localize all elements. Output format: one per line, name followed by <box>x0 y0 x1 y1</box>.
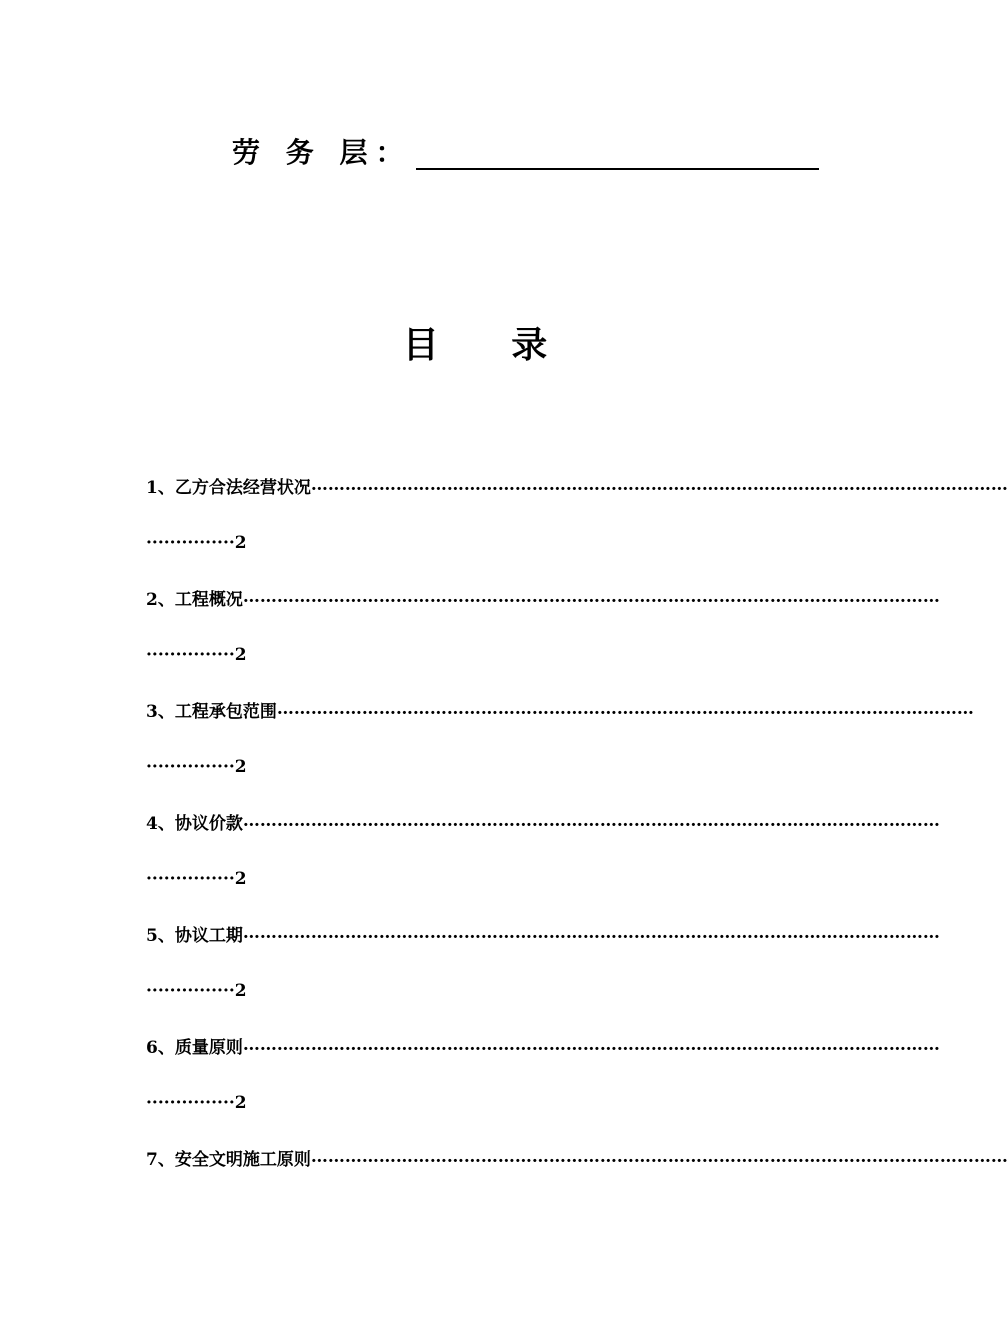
toc-entry-text: 7、安全文明施工原则 <box>146 1149 311 1170</box>
toc-entry-heading <box>146 918 940 948</box>
toc-entry[interactable] <box>146 694 974 806</box>
toc-entry-page-line <box>146 1088 247 1118</box>
toc-entry-text: 2、工程概况 <box>146 589 243 610</box>
toc-leader-dots: …………………………………………………………………………………………………………… <box>242 811 940 831</box>
toc-entry[interactable] <box>146 470 1008 582</box>
toc-leader-dots-short: ··············· <box>146 981 235 1001</box>
toc-entry[interactable] <box>146 806 940 918</box>
labor-layer-field <box>232 130 819 170</box>
toc-entry-page: 2 <box>234 757 247 777</box>
toc-leader-dots: …………………………………………………………………………………………………………… <box>242 923 940 943</box>
toc-entry-text: 3、工程承包范围 <box>146 701 277 722</box>
toc-leader-dots-short: ··············· <box>146 869 235 889</box>
toc-entry-page: 2 <box>234 869 247 889</box>
toc-entry[interactable] <box>146 582 940 694</box>
toc-entry-heading <box>146 1142 1008 1172</box>
table-of-contents <box>146 470 1008 1254</box>
toc-entry-page-line <box>146 640 247 670</box>
toc-entry-page-line <box>146 528 247 558</box>
toc-entry-page: 2 <box>234 533 247 553</box>
toc-entry-page-line <box>146 864 247 894</box>
toc-entry-page-line <box>146 752 247 782</box>
toc-entry-page: 2 <box>234 981 247 1001</box>
toc-leader-dots-short: ··············· <box>146 533 235 553</box>
toc-entry[interactable] <box>146 1030 940 1142</box>
toc-entry[interactable] <box>146 1142 1008 1254</box>
toc-entry-heading <box>146 694 974 724</box>
toc-leader-dots: …………………………………………………………………………………………………………… <box>310 1147 1008 1167</box>
toc-entry-heading <box>146 1030 940 1060</box>
toc-entry-text: 5、协议工期 <box>146 925 243 946</box>
toc-leader-dots-short: ··············· <box>146 645 235 665</box>
toc-leader-dots: …………………………………………………………………………………………………………… <box>242 1035 940 1055</box>
labor-layer-blank-line <box>416 136 819 170</box>
labor-layer-label: 劳 务 层： <box>232 136 412 169</box>
toc-entry-page-line <box>146 976 247 1006</box>
toc-entry-heading <box>146 470 1008 500</box>
toc-leader-dots: …………………………………………………………………………………………………………… <box>276 699 974 719</box>
toc-entry-heading <box>146 582 940 612</box>
toc-entry-page: 2 <box>234 645 247 665</box>
toc-entry-heading <box>146 806 940 836</box>
toc-leader-dots-short: ··············· <box>146 757 235 777</box>
toc-entry-text: 6、质量原则 <box>146 1037 243 1058</box>
toc-leader-dots: …………………………………………………………………………………………………………… <box>242 587 940 607</box>
toc-entry-page: 2 <box>234 1093 247 1113</box>
toc-entry-text: 1、乙方合法经营状况 <box>146 477 311 498</box>
toc-leader-dots: …………………………………………………………………………………………………………… <box>310 475 1008 495</box>
toc-entry[interactable] <box>146 918 940 1030</box>
toc-entry-text: 4、协议价款 <box>146 813 243 834</box>
toc-title: 目 录 <box>402 324 578 366</box>
toc-leader-dots-short: ··············· <box>146 1093 235 1113</box>
